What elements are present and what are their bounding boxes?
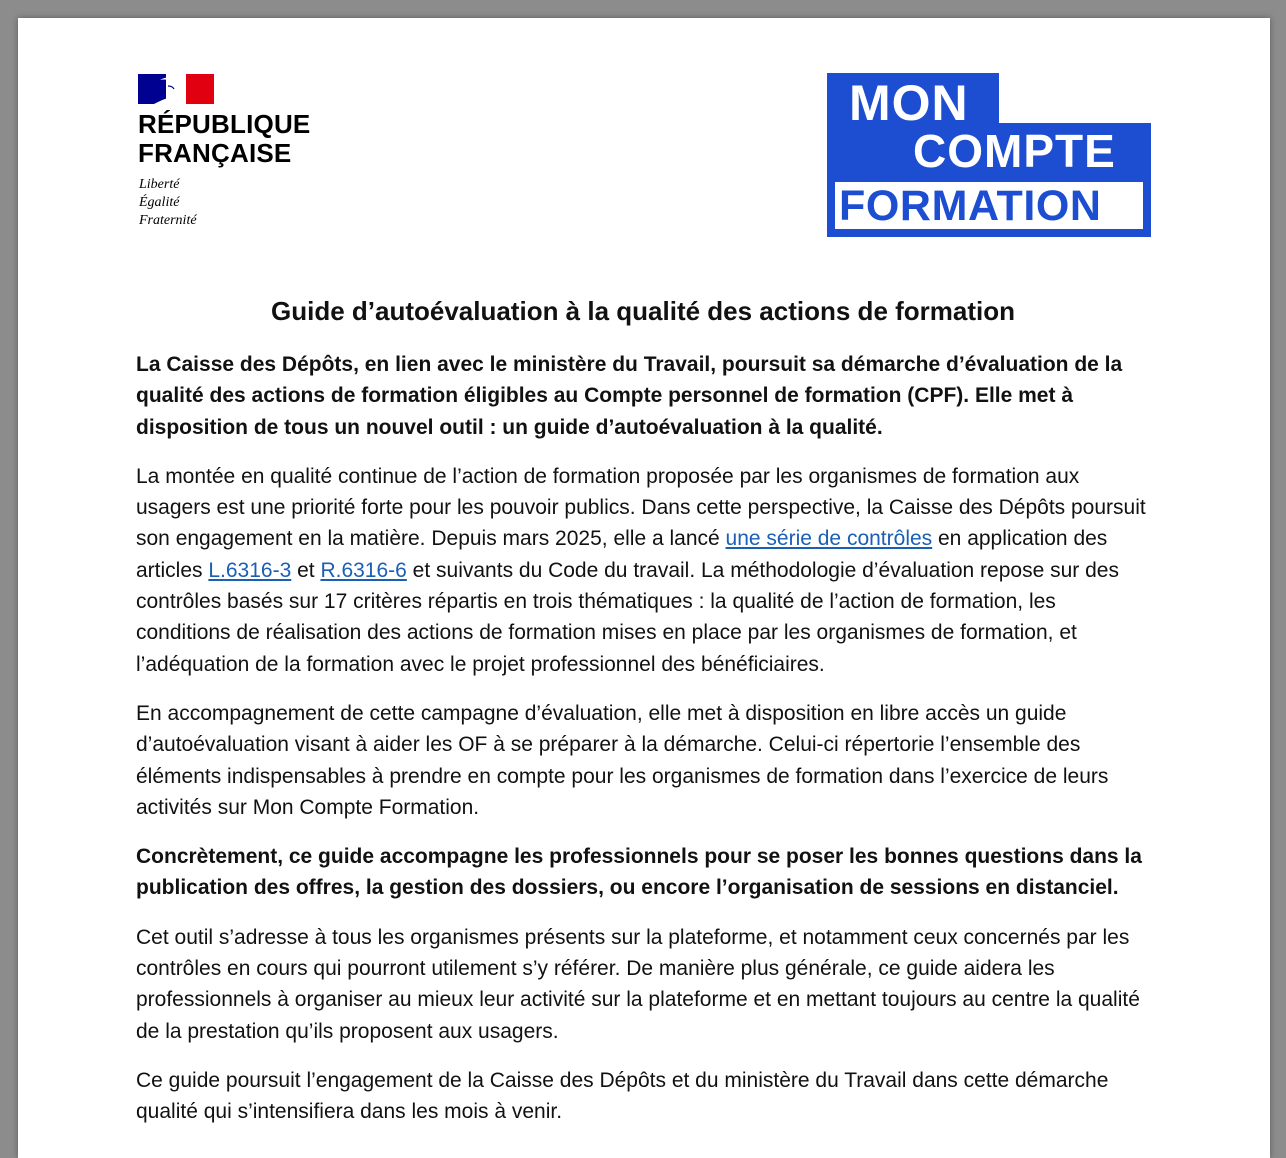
rf-motto-egalite: Égalité: [139, 195, 180, 210]
document-body: [136, 349, 1156, 1146]
paragraph-3-bold: Concrètement, ce guide accompagne les professionnels pour se poser les bonnes questions dans la publication des offres, la gestion des dossiers, ou encore l’organisation de sessions en distanciel.: [136, 845, 1142, 900]
mon-compte-formation-logo: [827, 73, 1151, 237]
paragraph-1: [136, 461, 1156, 680]
mcf-line-mon: MON: [849, 75, 969, 131]
link-article-r6316-6[interactable]: R.6316-6: [320, 558, 407, 582]
mcf-line-formation: FORMATION: [839, 182, 1102, 230]
paragraph-4: Cet outil s’adresse à tous les organismes présents sur la plateforme, et notamment ceux concernés par les contrôles en cours qui pourront utilement s’y référer. De manière plus générale, ce guide aidera les professionnels à organiser au mieux leur activité sur la plateforme et en mettant toujours au centre la qualité de la prestation qu’ils proposent aux usagers.: [136, 925, 1140, 1043]
mcf-line-compte: COMPTE: [913, 125, 1116, 177]
rf-name-line1: RÉPUBLIQUE: [138, 109, 311, 139]
rf-name: [138, 110, 310, 168]
link-serie-de-controles[interactable]: une série de contrôles: [725, 527, 933, 551]
link-article-l6316-3[interactable]: L.6316-3: [208, 558, 292, 582]
rf-motto: [139, 176, 197, 230]
intro-paragraph: La Caisse des Dépôts, en lien avec le ministère du Travail, poursuit sa démarche d’évaluation de la qualité des actions de formation éligibles au Compte personnel de formation (CPF). Elle met à disposition de tous un nouvel outil : un guide d’autoévaluation à la qualité.: [136, 353, 1123, 439]
p1-text-1: La montée en qualité continue de l’action de formation proposée par les organismes de formation aux usagers est une priorité forte pour les pouvoir publics. Dans cette perspective, la Caisse des Dépôts poursuit son engagement en la matière. Depuis mars 2025, elle a lancé: [136, 464, 1146, 551]
rf-name-line2: FRANÇAISE: [138, 138, 292, 168]
document-page: [18, 18, 1270, 1158]
rf-motto-fraternite: Fraternité: [139, 213, 197, 228]
rf-motto-liberte: Liberté: [139, 177, 180, 192]
paragraph-2: En accompagnement de cette campagne d’évaluation, elle met à disposition en libre accès un guide d’autoévaluation visant à aider les OF à se préparer à la démarche. Celui-ci répertorie l’ensemble des éléments indispensables à prendre en compte pour les organismes de formation dans l’exercice de leurs activités sur Mon Compte Formation.: [136, 701, 1109, 819]
p1-text-2: en application des articles: [136, 527, 1108, 582]
p1-text-4: et suivants du Code du travail. La méthodologie d’évaluation repose sur des contrôles basés sur 17 critères répartis en trois thématiques : la qualité de l’action de formation, les conditions de réalisation des actions de formation mises en place par les organismes de formation, et l’adéquation de la formation avec le projet professionnel des bénéficiaires.: [136, 558, 1119, 676]
p1-text-3: et: [291, 558, 321, 582]
document-title: Guide d’autoévaluation à la qualité des actions de formation: [270, 296, 1016, 326]
paragraph-5: Ce guide poursuit l’engagement de la Caisse des Dépôts et du ministère du Travail dans cette démarche qualité qui s’intensifiera dans les mois à venir.: [136, 1068, 1109, 1124]
republique-francaise-logo: [138, 74, 338, 234]
marianne-flag-icon: [138, 74, 214, 104]
